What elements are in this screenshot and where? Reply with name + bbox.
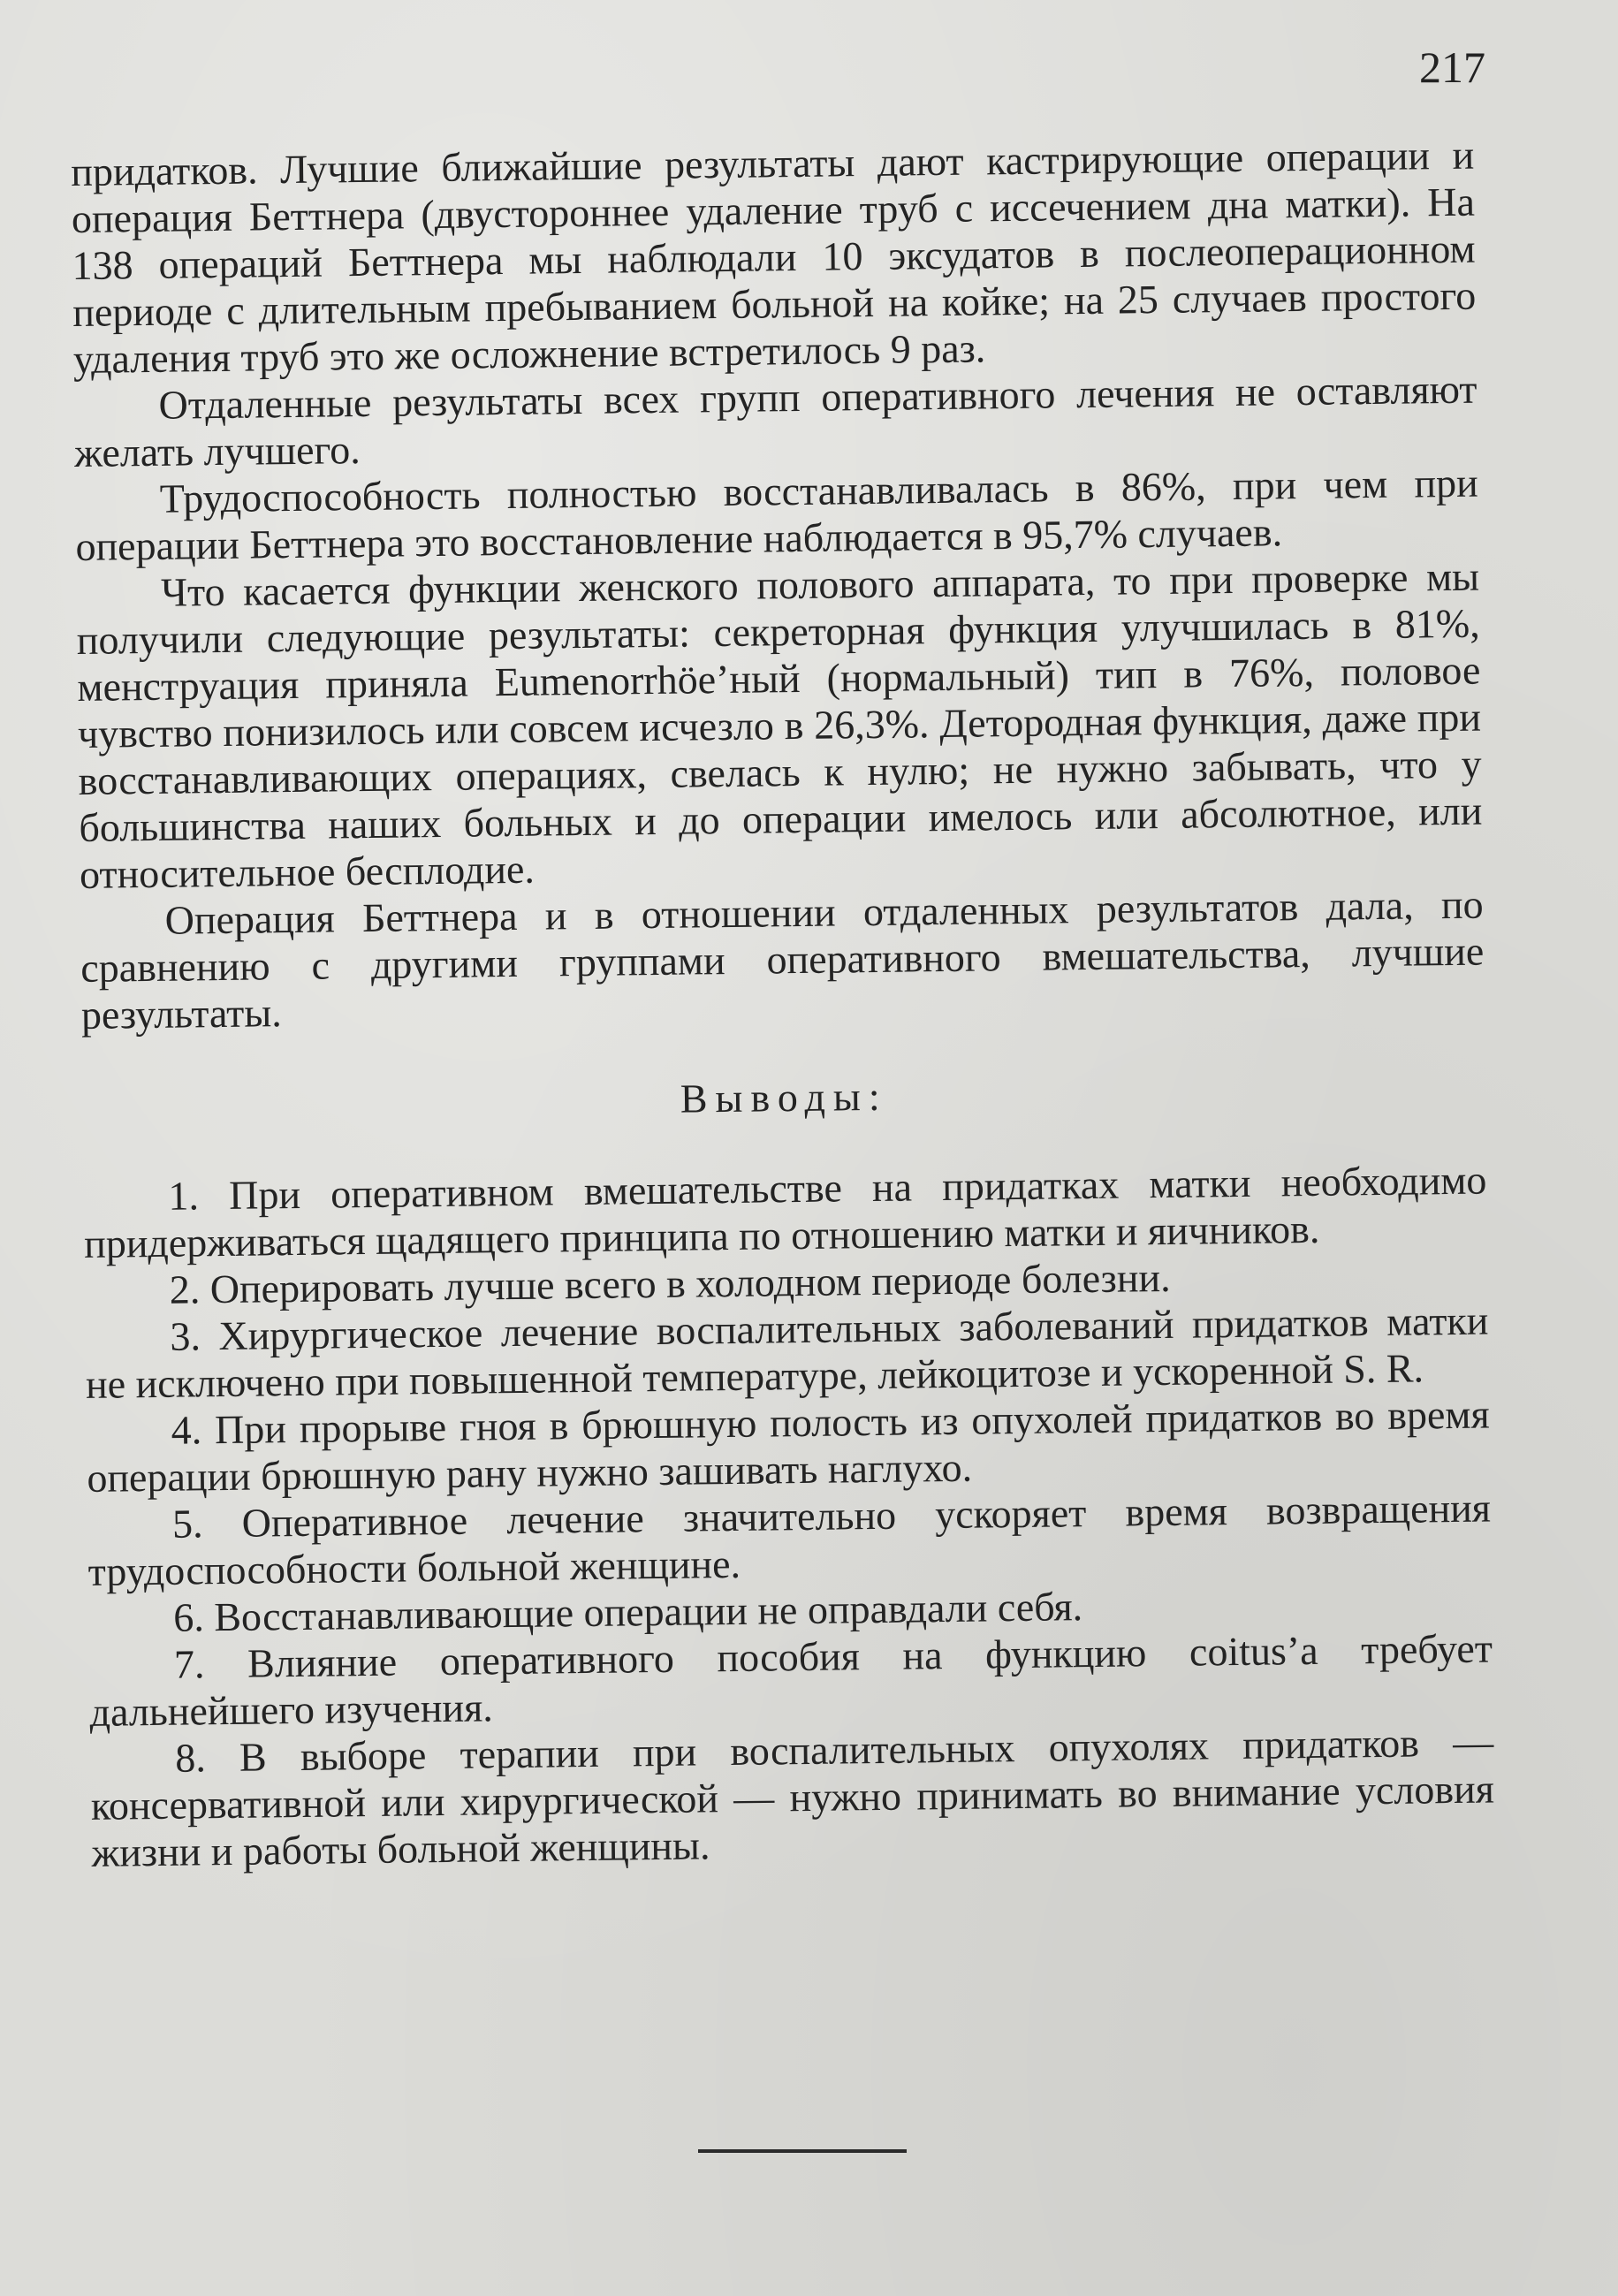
conclusions-heading: Выводы:	[680, 1073, 888, 1121]
paragraph-remote-results: Отдаленные результаты всех групп оперативного лечения не оставляют желать лучшего.	[73, 366, 1477, 475]
conclusion-item: 1. При оперативном вмешательстве на придатках матки необходимо придерживаться щадящего принципа по отношению матки и яичников.	[83, 1157, 1487, 1266]
paragraph-work-capacity: Трудоспособность полностью восстанавливалась в 86%, при чем при операции Беттнера это восстановление наблюдается в 95,7% случаев.	[75, 460, 1479, 569]
conclusion-item: 3. Хирургическое лечение воспалительных заболеваний придатков матки не исключено при повышенной температуре, лейкоцитозе и ускоренной S. R.	[85, 1297, 1489, 1407]
end-rule	[698, 2149, 907, 2153]
paragraph-reproductive-function: Что касается функции женского полового аппарата, то при проверке мы получили следующие результаты: секреторная функция улучшилась в 81%, менструация приняла Eumenorrhöe’ный (нормальный) тип в 76%, половое чувство понизилось или совсем исчезло в 26,3%. Детородная функция, даже при восстанавливающих операциях, свелась к нулю; не нужно забывать, что у большинства наших больных и до операции имелось или абсолютное, или относительное бесплодие.	[76, 553, 1483, 897]
conclusion-item: 5. Оперативное лечение значительно ускоряет время возвращения трудоспособности больной женщине.	[87, 1485, 1492, 1594]
conclusion-item: 6. Восстанавливающие операции не оправдали себя.	[173, 1584, 1083, 1640]
conclusion-item: 2. Оперировать лучше всего в холодном периоде болезни.	[169, 1254, 1171, 1312]
conclusion-item: 8. В выборе терапии при воспалительных опухолях придатков — консервативной или хирургической — нужно принимать во внимание условия жизни и работы больной женщины.	[90, 1719, 1495, 1875]
paragraph-bettner-operation: Операция Беттнера и в отношении отдаленных результатов дала, по сравнению с другими группами оперативного вмешательства, лучшие результаты.	[80, 881, 1485, 1038]
conclusions-list	[83, 1157, 1495, 1876]
page-body	[71, 132, 1495, 1876]
conclusion-item: 4. При прорыве гноя в брюшную полость из опухолей придатков во время операции брюшную рану нужно зашивать наглухо.	[87, 1391, 1490, 1501]
paragraph-continuation: придатков. Лучшие ближайшие результаты дают кастрирующие операции и операция Беттнера (двустороннее удаление труб с иссечением дна матки). На 138 операций Беттнера мы наблюдали 10 эксудатов в послеоперационном периоде с длительным пребыванием больной на койке; на 25 случаев простого удаления труб это же осложнение встретилось 9 раз.	[71, 132, 1477, 382]
page-number: 217	[1419, 42, 1485, 92]
conclusion-item: 7. Влияние оперативного пособия на функцию coitus’a требует дальнейшего изучения.	[89, 1625, 1493, 1735]
